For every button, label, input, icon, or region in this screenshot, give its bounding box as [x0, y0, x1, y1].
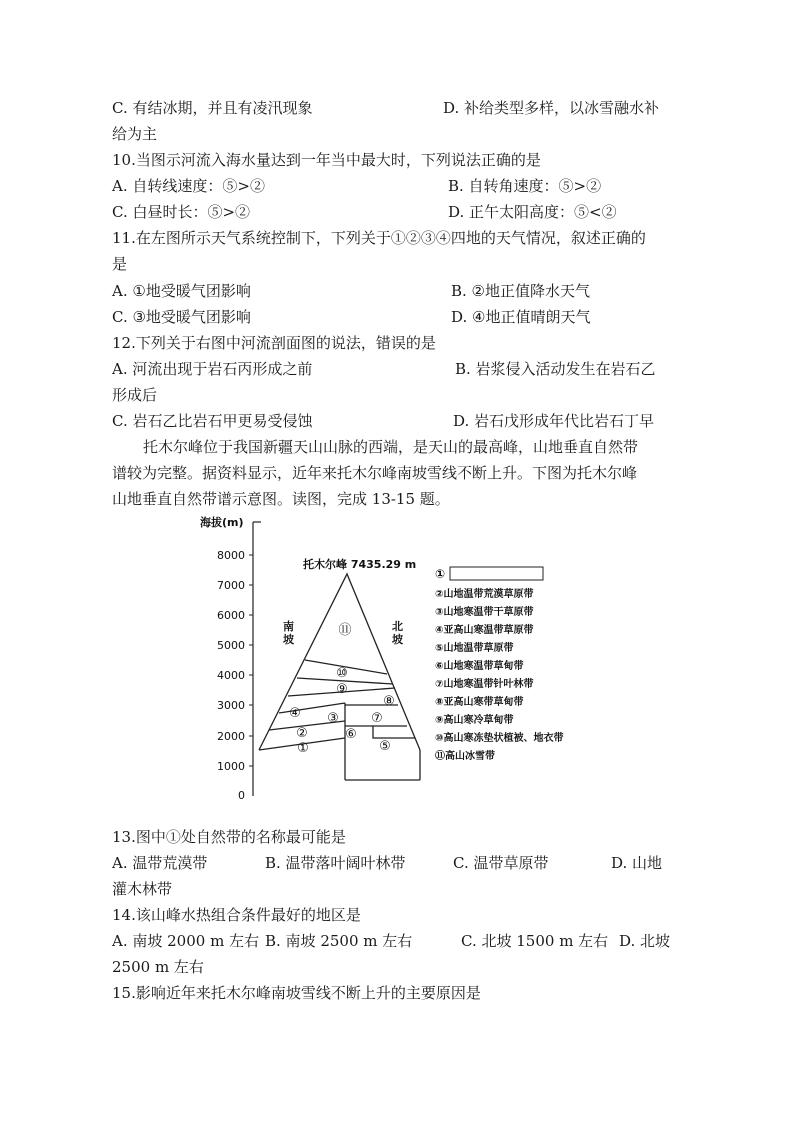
- intro-paragraph-line-1: 托木尔峰位于我国新疆天山山脉的西端，是天山的最高峰，山地垂直自然带: [143, 438, 639, 456]
- zone-mark-8: ⑧: [383, 694, 395, 709]
- peak-label: 托木尔峰 7435.29 m: [303, 558, 417, 571]
- q12-option-d: D. 岩石戊形成年代比岩石丁早: [453, 412, 655, 430]
- legend-item-5: ⑤山地温带草原带: [435, 643, 514, 654]
- legend-item-11: ⑪高山冰雪带: [435, 751, 495, 762]
- y-axis-title: 海拔(m): [200, 516, 244, 529]
- q13-stem: 13.图中①处自然带的名称最可能是: [112, 828, 346, 846]
- zone-mark-1: ①: [297, 741, 309, 756]
- q9-option-d: D. 补给类型多样，以冰雪融水补: [443, 99, 660, 117]
- zone-mark-5: ⑤: [379, 739, 391, 754]
- legend-item-8: ⑧亚高山寒带草甸带: [435, 697, 524, 708]
- south-slope-label: [282, 619, 298, 646]
- q9-option-d-continued: 给为主: [112, 125, 158, 143]
- legend-item-1: ①: [435, 567, 446, 581]
- north-slope-char-2: 坡: [392, 633, 403, 646]
- vertical-zonation-figure: [195, 510, 605, 810]
- y-tick-7000: 7000: [217, 579, 245, 592]
- y-tick-3000: 3000: [217, 699, 245, 712]
- zone-mark-9: ⑨: [336, 682, 348, 697]
- q14-option-d-continued: 2500 m 左右: [112, 958, 204, 976]
- y-tick-6000: 6000: [217, 609, 245, 622]
- boundary-line-north-5: [373, 726, 415, 738]
- q10-option-b: B. 自转角速度：⑤>②: [448, 177, 602, 195]
- q11-stem-continued: 是: [112, 255, 128, 273]
- q11-option-a: A. ①地受暖气团影响: [112, 282, 251, 300]
- q12-option-b: B. 岩浆侵入活动发生在岩石乙: [455, 360, 656, 378]
- q14-option-a: A. 南坡 2000 m 左右: [112, 932, 260, 950]
- q14-option-b: B. 南坡 2500 m 左右: [265, 932, 413, 950]
- legend-item-4: ④亚高山寒温带草原带: [435, 625, 534, 636]
- q12-option-b-continued: 形成后: [112, 386, 158, 404]
- legend-item-3: ③山地寒温带干草原带: [435, 607, 534, 618]
- q11-option-c: C. ③地受暖气团影响: [112, 308, 251, 326]
- q9-option-c: C. 有结冰期，并且有凌汛现象: [112, 99, 313, 117]
- q10-option-a: A. 自转线速度：⑤>②: [112, 177, 265, 195]
- zone-mark-3: ③: [327, 711, 339, 726]
- q10-option-c: C. 白昼时长：⑤>②: [112, 203, 251, 221]
- q11-option-d: D. ④地正值晴朗天气: [451, 308, 591, 326]
- legend-item-6: ⑥山地寒温带草甸带: [435, 661, 524, 672]
- zone-mark-4: ④: [289, 706, 301, 721]
- zone-mark-2: ②: [296, 726, 308, 741]
- south-slope-char-1: 南: [283, 620, 294, 633]
- y-tick-5000: 5000: [217, 639, 245, 652]
- q12-option-c: C. 岩石乙比岩石甲更易受侵蚀: [112, 412, 313, 430]
- y-tick-4000: 4000: [217, 669, 245, 682]
- y-tick-1000: 1000: [217, 760, 245, 773]
- q12-stem: 12.下列关于右图中河流剖面图的说法，错误的是: [112, 334, 436, 352]
- q10-stem: 10.当图示河流入海水量达到一年当中最大时，下列说法正确的是: [112, 151, 541, 169]
- q15-stem: 15.影响近年来托木尔峰南坡雪线不断上升的主要原因是: [112, 984, 481, 1002]
- y-tick-0: 0: [238, 789, 245, 802]
- q14-option-d: D. 北坡: [619, 932, 671, 950]
- q13-option-d-continued: 灌木林带: [112, 880, 173, 898]
- legend-item-2: ②山地温带荒漠草原带: [435, 589, 534, 600]
- legend-item-10: ⑩高山寒冻垫状植被、地衣带: [435, 733, 564, 744]
- legend-item-7: ⑦山地寒温带针叶林带: [435, 679, 534, 690]
- q12-option-a: A. 河流出现于岩石丙形成之前: [112, 360, 313, 378]
- zone-mark-6: ⑥: [345, 727, 357, 742]
- vertical-zonation-diagram: [195, 510, 605, 810]
- zone-mark-10: ⑩: [336, 666, 348, 681]
- intro-paragraph-line-2: 谱较为完整。据资料显示，近年来托木尔峰南坡雪线不断上升。下图为托木尔峰: [112, 464, 638, 482]
- mountain-outline: [259, 574, 420, 750]
- q14-stem: 14.该山峰水热组合条件最好的地区是: [112, 906, 361, 924]
- q10-option-d: D. 正午太阳高度：⑤<②: [448, 203, 617, 221]
- q14-option-c: C. 北坡 1500 m 左右: [461, 932, 609, 950]
- legend-item-9: ⑨高山寒冷草甸带: [435, 715, 514, 726]
- south-slope-char-2: 坡: [283, 633, 294, 646]
- north-slope-label: [391, 620, 407, 646]
- q11-stem: 11.在左图所示天气系统控制下，下列关于①②③④四地的天气情况，叙述正确的: [112, 229, 646, 247]
- zone-mark-7: ⑦: [371, 711, 383, 726]
- q13-option-b: B. 温带落叶阔叶林带: [265, 854, 406, 872]
- q13-option-a: A. 温带荒漠带: [112, 854, 208, 872]
- q13-option-c: C. 温带草原带: [453, 854, 549, 872]
- intro-paragraph-line-3: 山地垂直自然带谱示意图。读图，完成 13-15 题。: [112, 490, 450, 508]
- y-tick-2000: 2000: [217, 730, 245, 743]
- q13-option-d: D. 山地: [611, 854, 663, 872]
- y-tick-8000: 8000: [217, 549, 245, 562]
- legend-item-1-blank-box: [450, 567, 543, 580]
- north-slope-char-1: 北: [392, 620, 403, 633]
- q11-option-b: B. ②地正值降水天气: [451, 282, 591, 300]
- zone-mark-11: ⑪: [338, 623, 352, 638]
